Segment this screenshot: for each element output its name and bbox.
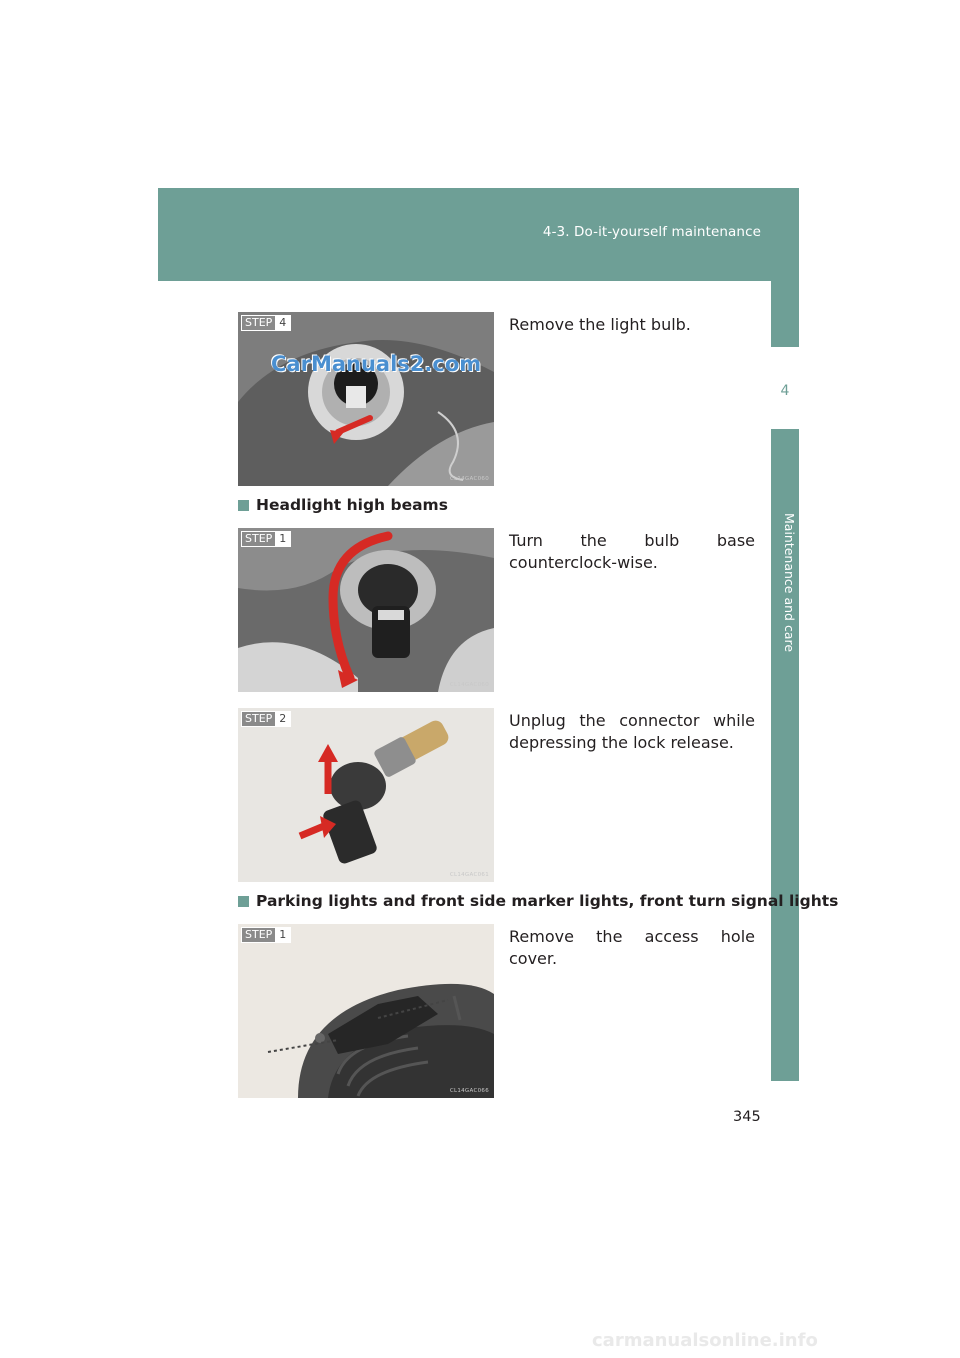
access-cover-illustration — [238, 924, 494, 1098]
figure-code: CL14GAC060 — [449, 476, 489, 482]
instruction-text: Unplug the connector while depressing the lock release. — [509, 711, 755, 752]
figure-unplug-connector — [238, 708, 494, 882]
chapter-name: Maintenance and care — [782, 513, 797, 653]
step-badge: STEP 1 — [241, 531, 291, 547]
figure-code: CL14GAC066 — [449, 1088, 489, 1094]
square-bullet-icon — [238, 896, 249, 907]
figure-turn-bulb-base — [238, 528, 494, 692]
instruction-text: Remove the light bulb. — [509, 315, 691, 334]
bulb-base-illustration — [238, 528, 494, 692]
figure-access-hole-cover — [238, 924, 494, 1098]
figure-code: CL14GAC061 — [449, 872, 489, 878]
square-bullet-icon — [238, 500, 249, 511]
chapter-tab — [771, 281, 799, 1081]
step-number: 2 — [275, 712, 290, 726]
section-title: 4-3. Do-it-yourself maintenance — [542, 224, 761, 240]
instruction-text: Turn the bulb base counterclock-wise. — [509, 531, 755, 572]
chapter-number-box — [771, 347, 799, 429]
header-band — [158, 188, 799, 281]
step-number: 1 — [275, 532, 290, 546]
figure-remove-bulb — [238, 312, 494, 486]
site-watermark: CarManuals2.com — [271, 352, 482, 376]
bulb-removal-illustration — [238, 312, 494, 486]
step-number: 1 — [275, 928, 290, 942]
subheading-parking-lights: Parking lights and front side marker lights, front turn signal lights — [238, 892, 838, 910]
step-badge: STEP 1 — [241, 927, 291, 943]
figure-code: CL14GAC060 — [449, 682, 489, 688]
chapter-number: 4 — [780, 383, 790, 399]
step-badge: STEP 4 — [241, 315, 291, 331]
footer-watermark: carmanualsonline.info — [592, 1330, 818, 1351]
connector-illustration — [238, 708, 494, 882]
step-badge: STEP 2 — [241, 711, 291, 727]
instruction-text: Remove the access hole cover. — [509, 927, 755, 968]
step-number: 4 — [275, 316, 290, 330]
subheading-high-beams: Headlight high beams — [238, 496, 448, 514]
page-number: 345 — [733, 1109, 761, 1125]
